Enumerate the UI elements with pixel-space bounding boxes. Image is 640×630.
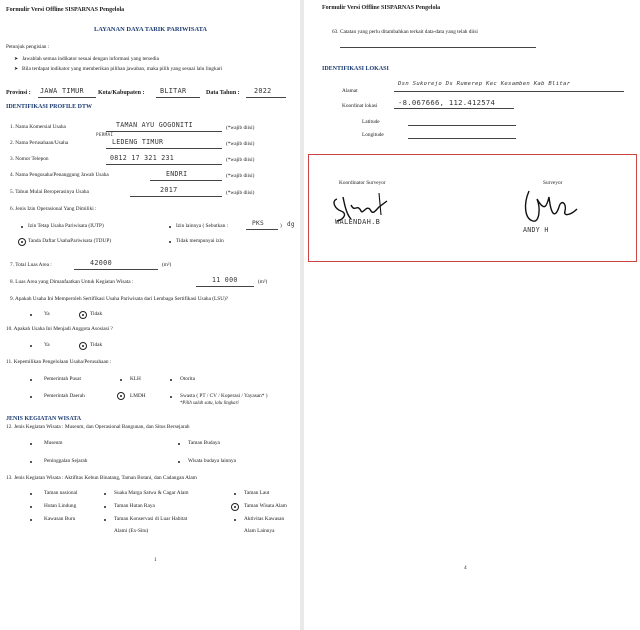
- q13-label: 13. Jenis Kegiatan Wisata : Aktifitas Kebun Binatang, Taman Botani, dan Cadangan Alam: [6, 475, 197, 481]
- city-value[interactable]: BLITAR: [160, 87, 187, 95]
- bullet: [120, 379, 122, 381]
- field-underline: [246, 97, 286, 98]
- field-underline: [106, 131, 222, 132]
- form-title: LAYANAN DAYA TARIK PARIWISATA: [94, 26, 207, 33]
- section-profile-heading: IDENTIFIKASI PROFILE DTW: [6, 104, 93, 110]
- surveyor-name: ANDY H: [523, 226, 549, 234]
- year-value[interactable]: 2022: [254, 87, 272, 95]
- selected-circle-icon[interactable]: [117, 392, 125, 400]
- q10-option-yes[interactable]: Ya: [44, 342, 50, 348]
- q7-label: 7. Total Luas Area :: [10, 262, 52, 268]
- field-underline: [150, 180, 222, 181]
- bullet: [169, 241, 171, 243]
- q6-other-suffix: ): [280, 223, 282, 229]
- q4-label: 4. Nama Pengusaha/Penanggung Jawab Usaha: [10, 172, 109, 178]
- arrow-bullet-icon: ➤: [14, 57, 19, 62]
- q13-option[interactable]: Aktivitas Kawasan: [244, 516, 285, 522]
- q8-unit: (m²): [258, 279, 268, 285]
- section-activity-heading: JENIS KEGIATAN WISATA: [6, 416, 82, 422]
- bullet: [30, 443, 32, 445]
- q2-value[interactable]: LEDENG TIMUR: [112, 138, 164, 146]
- q9-option-yes[interactable]: Ya: [44, 311, 50, 317]
- arrow-bullet-icon: ➤: [14, 67, 19, 72]
- form-page-left: [0, 0, 300, 630]
- required-note: (*wajib diisi): [226, 190, 255, 196]
- q9-label: 9. Apakah Usaha Ini Memperoleh Sertifikasi Usaha Pariwisata dari Lembaga Sertifikasi Usaha (LSU)?: [10, 296, 229, 302]
- q11-label: 11. Kepemilikan Pengelolaan Usaha/Perusahaan :: [6, 359, 112, 365]
- q6-option-none[interactable]: Tidak mempunyai izin: [176, 238, 224, 244]
- field-underline: [130, 196, 222, 197]
- q5-value[interactable]: 2017: [160, 186, 178, 194]
- q13-option[interactable]: Kawasan Buru: [44, 516, 76, 522]
- q13-option[interactable]: Taman Hutan Raya: [114, 503, 155, 509]
- q11-note: *Pilih salah satu, lalu lingkari: [180, 401, 239, 406]
- form-page-right: [304, 0, 640, 630]
- selected-circle-icon[interactable]: [231, 503, 239, 511]
- field-underline: [74, 269, 158, 270]
- bullet: [30, 493, 32, 495]
- q6-other-value[interactable]: PKS: [252, 220, 265, 227]
- selected-circle-icon[interactable]: [18, 238, 26, 246]
- q2-note: PERMAI: [96, 133, 114, 138]
- q11-option-klh[interactable]: KLH: [130, 376, 141, 382]
- page-number: 4: [464, 565, 467, 571]
- page-number: 1: [154, 557, 157, 563]
- bullet: [30, 314, 32, 316]
- bullet: [104, 519, 106, 521]
- field-underline: [394, 108, 514, 109]
- selected-circle-icon[interactable]: [79, 342, 87, 350]
- longitude-underline[interactable]: [408, 138, 516, 139]
- latitude-underline[interactable]: [408, 125, 516, 126]
- q6-option-iutp[interactable]: Izin Tetap Usaha Pariwisata (IUTP): [28, 223, 104, 229]
- bullet: [234, 493, 236, 495]
- q3-value[interactable]: 0812 17 321 231: [110, 154, 175, 162]
- coordinate-label: Koordinat lokasi: [342, 103, 378, 109]
- selected-circle-icon[interactable]: [79, 311, 87, 319]
- q1-label: 1. Nama Komersial Usaha: [10, 124, 66, 130]
- required-note: (*wajib diisi): [226, 173, 255, 179]
- field-underline: [156, 97, 200, 98]
- longitude-label: Longitude: [362, 132, 384, 138]
- bullet: [30, 461, 32, 463]
- q13-option-continued: Alami (Ex-Situ): [114, 528, 149, 534]
- instruction-line-1: Jawablah semua indikator sesuai dengan informasi yang tersedia: [22, 56, 159, 62]
- bullet: [234, 519, 236, 521]
- bullet: [30, 345, 32, 347]
- latitude-label: Latitude: [362, 119, 380, 125]
- field-underline: [38, 97, 96, 98]
- q11-option-lmdh[interactable]: LMDH: [130, 393, 146, 399]
- signature-box: [308, 154, 637, 262]
- q13-option[interactable]: Taman nasional: [44, 490, 78, 496]
- province-label: Provinsi :: [6, 90, 31, 96]
- coordinator-name: WALENDAH.B: [335, 218, 381, 226]
- surveyor-signature: [515, 185, 581, 229]
- coordinator-label: Koordinator Surveyor: [339, 180, 386, 186]
- surveyor-label: Surveyor: [543, 180, 563, 186]
- q10-label: 10. Apakah Usaha Ini Menjadi Anggota Asosiasi ?: [6, 326, 113, 332]
- q12-option-cultural-park[interactable]: Taman Budaya: [188, 440, 220, 446]
- bullet: [170, 379, 172, 381]
- city-label: Kota/Kabupaten :: [98, 90, 145, 96]
- required-note: (*wajib diisi): [226, 125, 255, 131]
- q12-option-heritage[interactable]: Peninggalan Sejarah: [44, 458, 88, 464]
- address-label: Alamat: [342, 88, 358, 94]
- bullet: [178, 461, 180, 463]
- q9-option-no[interactable]: Tidak: [90, 311, 103, 317]
- q11-option-local-gov[interactable]: Pemerintah Daerah: [44, 393, 85, 399]
- q13-option[interactable]: Hutan Lindung: [44, 503, 77, 509]
- bullet: [104, 506, 106, 508]
- province-value[interactable]: JAWA TIMUR: [40, 87, 84, 95]
- notes-underline[interactable]: [340, 47, 536, 48]
- instructions-label: Petunjuk pengisian :: [6, 44, 50, 50]
- q13-option[interactable]: Taman Konservasi di Luar Habitat: [114, 516, 188, 522]
- q2-label: 2. Nama Perusahaan/Usaha: [10, 140, 69, 146]
- year-label: Data Tahun :: [206, 90, 240, 96]
- q12-option-museum[interactable]: Museum: [44, 440, 63, 446]
- q11-option-central-gov[interactable]: Pemerintah Pusat: [44, 376, 81, 382]
- q11-option-private[interactable]: Swasta ( PT / CV / Koperasi / Yayasan* ): [180, 393, 268, 399]
- form-header: Formulir Versi Offline SISPARNAS Pengelola: [6, 7, 125, 13]
- coordinate-value[interactable]: -8.067666, 112.412574: [398, 98, 496, 107]
- q6-option-other[interactable]: Izin lainnya ( Sebutkan :: [176, 223, 229, 229]
- field-underline: [246, 229, 278, 230]
- q3-label: 3. Nomor Telepon: [10, 156, 49, 162]
- q13-option[interactable]: Taman Wisata Alam: [244, 503, 287, 509]
- field-underline: [394, 91, 624, 92]
- q12-label: 12. Jenis Kegiatan Wisata : Museum, dan Operasional Bangunan, dan Situs Bersejarah: [6, 424, 190, 430]
- bullet: [30, 519, 32, 521]
- bullet: [170, 396, 172, 398]
- q10-option-no[interactable]: Tidak: [90, 342, 103, 348]
- q1-value[interactable]: TAMAN AYU GOGONITI: [116, 121, 193, 129]
- bullet: [21, 226, 23, 228]
- q11-option-authority[interactable]: Otorita: [180, 376, 196, 382]
- q63-label: 63. Catatan yang perlu ditambahkan terkait data-data yang telah diisi: [332, 29, 478, 35]
- q7-unit: (m²): [162, 262, 172, 268]
- q4-value[interactable]: ENDRI: [166, 170, 188, 178]
- q6-option-tdup[interactable]: Tanda Daftar UsahaPariwisata (TDUP): [28, 238, 112, 244]
- q13-option[interactable]: Taman Laut: [244, 490, 270, 496]
- instruction-line-2: Bila terdapat indikator yang memberikan pilihan jawaban, maka pilih yang sesuai lalu lingkari: [22, 66, 223, 72]
- bullet: [178, 443, 180, 445]
- q6-label: 6. Jenis Izin Operasional Yang Dimiliki :: [10, 206, 97, 212]
- q13-option[interactable]: Suaka Marga Satwa & Cagar Alam: [114, 490, 189, 496]
- section-location-heading: IDENTIFIKASI LOKASI: [322, 66, 389, 72]
- bullet: [30, 396, 32, 398]
- bullet: [30, 506, 32, 508]
- required-note: (*wajib diisi): [226, 157, 255, 163]
- q12-option-other-culture[interactable]: Wisata budaya lainnya: [188, 458, 237, 464]
- bullet: [169, 226, 171, 228]
- bullet: [30, 379, 32, 381]
- required-note: (*wajib diisi): [226, 141, 255, 147]
- field-underline: [106, 148, 222, 149]
- q6-handwritten-mark: dg: [287, 221, 295, 228]
- field-underline: [196, 286, 254, 287]
- q8-label: 8. Luas Area yang Dimanfaatkan Untuk Kegiatan Wisata :: [10, 279, 134, 285]
- q7-value[interactable]: 42000: [90, 259, 112, 267]
- q8-value[interactable]: 11 000: [212, 276, 238, 284]
- q5-label: 5. Tahun Mulai Beroperasinya Usaha: [10, 189, 89, 195]
- bullet: [104, 493, 106, 495]
- address-value[interactable]: Dsn Sukorejo Ds Rumerep Kec Kesamben Kab Blitar: [398, 81, 571, 87]
- form-header: Formulir Versi Offline SISPARNAS Pengelola: [322, 5, 441, 11]
- field-underline: [106, 164, 222, 165]
- q13-option-continued: Alam Lainnya: [244, 528, 275, 534]
